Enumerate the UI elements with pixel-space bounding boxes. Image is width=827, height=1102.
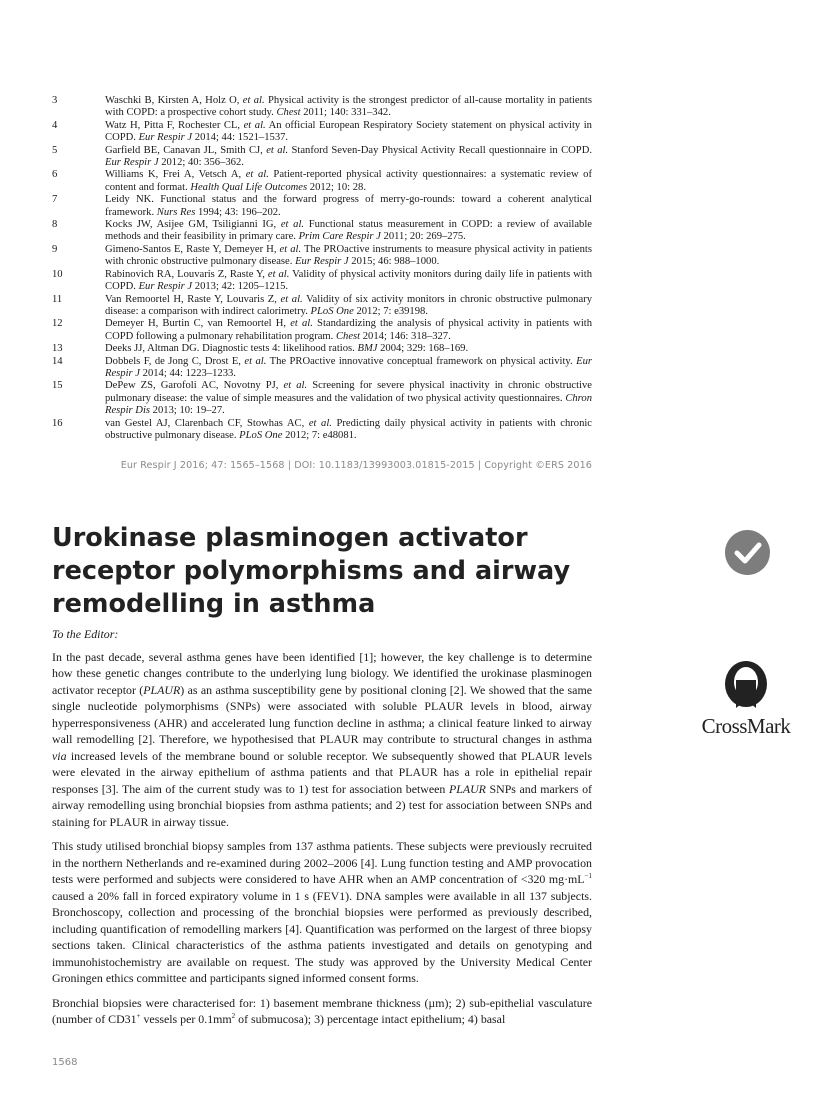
- text-run: increased levels of the membrane bound or soluble receptor. We subsequently showed that PLAUR levels were elevated in the airway epithelium of asthma patients and that PLAUR has a role in epithelial repair responses [3]. The aim of the current study was to 1) test for association between: [52, 748, 592, 796]
- italic-text: BMJ: [357, 343, 378, 355]
- italic-text: Health Qual Life Outcomes: [190, 181, 308, 193]
- reference-item: [52, 294, 592, 319]
- reference-number: 8: [52, 219, 58, 231]
- italic-text: Chron Respir Dis: [105, 392, 592, 417]
- text-run: Kocks JW, Asijee GM, Tsiligianni IG,: [105, 219, 281, 231]
- text-run: 2012; 7: e39198.: [353, 305, 428, 317]
- text-run: Screening for severe physical inactivity in chronic obstructive pulmonary disease: the value of simple measures and the validation of two physical activity questionnaires.: [105, 380, 592, 404]
- reference-item: [52, 343, 592, 355]
- superscript: −1: [584, 872, 592, 881]
- text-run: This study utilised bronchial biopsy samples from 137 asthma patients. These subjects were previously recruited in the northern Netherlands and re-examined during 2002–2006 [4]. Lung function testing and AMP provocation tests were performed and subjects were considered to have AHR when an AMP concentration of <320 mg·mL: [52, 839, 592, 886]
- reference-number: 7: [52, 194, 58, 206]
- reference-item: [52, 194, 592, 219]
- reference-number: 14: [52, 355, 63, 367]
- crossmark-icon: [722, 660, 770, 710]
- italic-text: Nurs Res: [156, 206, 196, 218]
- italic-text: et al.: [283, 380, 308, 392]
- reference-item: [52, 95, 592, 120]
- text-run: The PROactive instruments to measure physical activity in patients with chronic obstructive pulmonary disease.: [105, 243, 592, 268]
- italic-text: PLAUR: [448, 781, 486, 796]
- text-run: van Gestel AJ, Clarenbach CF, Stowhas AC,: [105, 417, 309, 429]
- superscript: 2: [231, 1012, 236, 1021]
- text-run: Physical activity is the strongest predictor of all-cause mortality in patients with COPD: a prospective cohort study.: [105, 95, 592, 119]
- text-run: 2011; 140: 331–342.: [300, 107, 391, 119]
- text-run: Rabinovich RA, Louvaris Z, Raste Y,: [105, 268, 268, 280]
- salutation: To the Editor:: [52, 627, 119, 641]
- text-run: Leidy NK. Functional status and the forward progress of merry-go-rounds: toward a coherent analytical framework.: [105, 194, 592, 218]
- italic-text: et al.: [267, 268, 290, 280]
- italic-text: Eur Respir J: [105, 355, 592, 379]
- crossmark-logo[interactable]: [694, 660, 798, 737]
- text-run: Stanford Seven-Day Physical Activity Recall questionnaire in COPD.: [288, 144, 592, 156]
- text-run: 2011; 20: 269–275.: [380, 231, 466, 243]
- italic-text: Eur Respir J: [105, 157, 159, 169]
- reference-number: 10: [52, 268, 63, 280]
- reference-number: 5: [52, 144, 58, 156]
- reference-number: 11: [52, 293, 63, 305]
- reference-item: [52, 120, 592, 145]
- superscript: +: [136, 1012, 141, 1021]
- text-run: 2014; 44: 1521–1537.: [192, 132, 289, 144]
- italic-text: Chest: [276, 107, 301, 119]
- text-run: 2004; 329: 168–169.: [377, 343, 469, 355]
- italic-text: Eur Respir J: [138, 132, 193, 144]
- text-run: 2012; 10: 28.: [307, 181, 366, 193]
- reference-number: 6: [52, 169, 58, 181]
- reference-item: [52, 244, 592, 269]
- check-badge-icon[interactable]: [725, 530, 770, 575]
- italic-text: et al.: [279, 243, 302, 255]
- reference-list: [52, 95, 592, 442]
- text-run: 2014; 44: 1223–1233.: [140, 367, 236, 379]
- reference-number: 4: [52, 119, 58, 131]
- citation-footer: Eur Respir J 2016; 47: 1565–1568 | DOI: 10.1183/13993003.01815-2015 | Copyright ©ERS 2016: [120, 460, 592, 471]
- reference-item: [52, 318, 592, 343]
- italic-text: et al.: [280, 293, 303, 305]
- reference-item: [52, 269, 592, 294]
- text-run: 2013; 42: 1205–1215.: [192, 281, 289, 293]
- italic-text: et al.: [244, 355, 267, 367]
- reference-item: [52, 169, 592, 194]
- reference-number: 3: [52, 95, 58, 106]
- text-run: 2012; 40: 356–362.: [158, 157, 244, 169]
- reference-number: 13: [52, 343, 63, 355]
- text-run: SNPs and markers of airway remodelling using bronchial biopsies from asthma patients; and 2) test for association between SNPs and staining for PLAUR in airway tissue.: [52, 781, 592, 829]
- text-run: Demeyer H, Burtin C, van Remoortel H,: [105, 318, 291, 330]
- text-run: Gimeno-Santos E, Raste Y, Demeyer H,: [105, 243, 280, 255]
- text-run: In the past decade, several asthma genes have been identified [1]; however, the key challenge is to determine how these genetic changes contribute to the underlying lung biology. We identified the urokinase plasminogen activator receptor (: [52, 649, 592, 697]
- text-run: Garfield BE, Canavan JL, Smith CJ,: [105, 144, 267, 156]
- reference-number: 12: [52, 318, 63, 330]
- italic-text: et al.: [290, 318, 313, 330]
- text-run: Bronchial biopsies were characterised for: 1) basement membrane thickness (µm); 2) sub-epithelial vasculature (number of CD31: [52, 995, 592, 1026]
- reference-item: [52, 219, 592, 244]
- italic-text: et al.: [242, 95, 265, 106]
- italic-text: PLoS One: [310, 305, 354, 317]
- body-paragraph: [52, 649, 592, 831]
- text-run: 1994; 43: 196–202.: [195, 206, 281, 218]
- text-run: caused a 20% fall in forced expiratory volume in 1 s (FEV1). DNA samples were available in all 137 subjects. Bronchoscopy, collection and processing of the bronchial biopsies were performed as previously described, including quantification of remodelling markers [4]. Quantification was performed on the largest of three biopsy sections taken. Clinical characteristics of the asthma patients investigated and details on genotyping and immunohistochemistry are available on request. The study was approved by the University Medical Center Groningen ethics committee and participants signed informed consent forms.: [52, 888, 592, 985]
- italic-text: Eur Respir J: [138, 281, 193, 293]
- reference-number: 16: [52, 417, 63, 429]
- reference-number: 15: [52, 380, 63, 392]
- reference-item: [52, 145, 592, 170]
- crossmark-label: CrossMark: [701, 714, 791, 738]
- text-run: of submucosa); 3) percentage intact epithelium; 4) basal: [235, 1012, 506, 1026]
- italic-text: Eur Respir J: [295, 256, 349, 268]
- text-run: Patient-reported physical activity questionnaires: a systematic review of content and format.: [105, 169, 593, 193]
- italic-text: et al.: [266, 144, 289, 156]
- text-run: 2012; 7: e48081.: [282, 429, 357, 441]
- italic-text: PLoS One: [239, 429, 283, 441]
- reference-number: 9: [52, 243, 58, 255]
- text-run: DePew ZS, Garofoli AC, Novotny PJ,: [105, 380, 284, 392]
- text-run: Waschki B, Kirsten A, Holz O,: [105, 95, 243, 106]
- italic-text: et al.: [243, 119, 266, 131]
- italic-text: Prim Care Respir J: [298, 231, 381, 243]
- text-run: 2015; 46: 988–1000.: [348, 256, 440, 268]
- text-run: Williams K, Frei A, Vetsch A,: [105, 169, 246, 181]
- text-run: ) as an asthma susceptibility gene by positional cloning [2]. We showed that the same single nucleotide polymorphisms (SNPs) were associated with soluble PLAUR levels in blood, airway hyperresponsiveness (AHR) and accelerated lung function decline in asthma; a clinical feature linked to airway wall remodelling [2]. Therefore, we hypothesised that PLAUR may contribute to structural changes in asthma: [52, 682, 592, 746]
- text-run: Van Remoortel H, Raste Y, Louvaris Z,: [105, 293, 281, 305]
- article-body: [52, 626, 592, 1036]
- article-title: Urokinase plasminogen activator receptor polymorphisms and airway remodelling in asthma: [52, 523, 571, 619]
- body-paragraph: [52, 838, 592, 987]
- text-run: Standardizing the analysis of physical activity in patients with COPD following a pulmonary rehabilitation program.: [105, 318, 593, 342]
- text-run: 2014; 146: 318–327.: [360, 330, 451, 342]
- reference-item: [52, 380, 592, 417]
- text-run: Watz H, Pitta F, Rochester CL,: [105, 119, 244, 131]
- italic-text: et al.: [280, 219, 305, 231]
- italic-text: et al.: [245, 169, 269, 181]
- reference-item: [52, 356, 592, 381]
- italic-text: PLAUR: [143, 682, 181, 697]
- italic-text: et al.: [308, 417, 332, 429]
- text-run: vessels per 0.1mm: [140, 1012, 232, 1026]
- body-paragraph: [52, 995, 592, 1028]
- text-run: Functional status measurement in COPD: a review of available methods and their feasibility in primary care.: [105, 219, 592, 243]
- page-number: 1568: [52, 1057, 78, 1068]
- text-run: Validity of six activity monitors in chronic obstructive pulmonary disease: a comparison with indirect calorimetry.: [105, 293, 592, 317]
- italic-text: via: [52, 748, 67, 763]
- text-run: 2013; 10: 19–27.: [150, 405, 225, 417]
- text-run: The PROactive innovative conceptual framework on physical activity.: [266, 355, 577, 367]
- text-run: Validity of physical activity monitors during daily life in patients with COPD.: [105, 268, 592, 293]
- text-run: Predicting daily physical activity in patients with chronic obstructive pulmonary disease.: [105, 417, 593, 441]
- text-run: Dobbels F, de Jong C, Drost E,: [105, 355, 245, 367]
- text-run: Deeks JJ, Altman DG. Diagnostic tests 4: likelihood ratios.: [105, 343, 358, 355]
- italic-text: Chest: [335, 330, 361, 342]
- reference-item: [52, 418, 592, 443]
- text-run: An official European Respiratory Society statement on physical activity in COPD.: [105, 119, 592, 144]
